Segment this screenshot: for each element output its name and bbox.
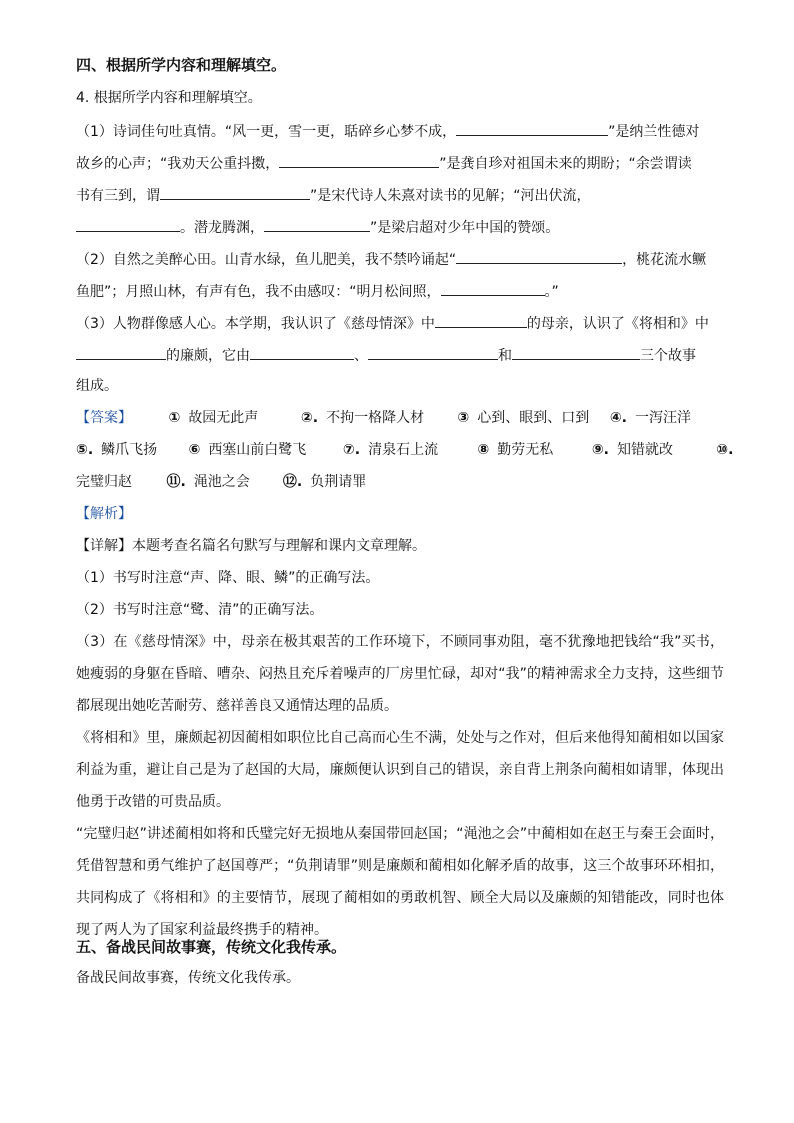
analysis-p2: （2）书写时注意“鹭、清”的正确写法。 xyxy=(76,602,324,618)
section4-heading: 四、根据所学内容和理解填空。 xyxy=(76,56,287,74)
answer-item: ⑩. xyxy=(716,442,734,458)
answer-item: ⑧ 勤劳无私 xyxy=(477,442,554,458)
answer-blank[interactable] xyxy=(441,281,545,296)
analysis-p5: “完璧归赵”讲述蔺相如将和氏璧完好无损地从秦国带回赵国；“渑池之会”中蔺相如在赵王与秦王会面时，凭借智慧和勇气维护了赵国尊严；“负荆请罪”则是廉颇和蔺相如化解矛盾的故事，这三个故事环环相扣，共同构成了《将相和》的主要情节，展现了蔺相如的勇敢机智、顾全大局以及廉颇的知错能改，同时也体现了两人为了国家利益最终携手的精神。 xyxy=(76,826,724,938)
answer-blank[interactable] xyxy=(160,185,310,200)
q2-text: ，桃花流水鳜 xyxy=(622,252,707,268)
q2-text: （2）自然之美醉心田。山青水绿，鱼儿肥美，我不禁吟诵起“ xyxy=(76,252,457,268)
q1-text: 故乡的心声；“我劝天公重抖擞， xyxy=(76,156,280,172)
answer-blank[interactable] xyxy=(76,345,166,360)
answer-row-3 xyxy=(76,473,724,491)
answer-row-1 xyxy=(76,409,724,427)
analysis-label: 【解析】 xyxy=(76,506,132,522)
answer-blank[interactable] xyxy=(456,121,608,136)
analysis-p1: （1）书写时注意“声、降、眼、鳞”的正确写法。 xyxy=(76,570,380,586)
answer-item: ⑨. 知错就改 xyxy=(591,442,673,458)
answer-item: ⑥ 西塞山前白鹭飞 xyxy=(188,442,307,458)
q3-text: 和 xyxy=(498,348,512,364)
answer-item: ① 故园无此声 xyxy=(168,410,259,426)
q1-text: 书有三到，谓 xyxy=(76,188,160,204)
q1-text: ”是梁启超对少年中国的赞颂。 xyxy=(370,220,560,236)
answer-blank[interactable] xyxy=(264,217,370,232)
q2-text: 。” xyxy=(544,284,559,300)
answer-blank[interactable] xyxy=(456,249,622,264)
q3-line2 xyxy=(76,345,724,365)
analysis-p4: 《将相和》里，廉颇起初因蔺相如职位比自己高而心生不满，处处与之作对，但后来他得知蔺相如以国家利益为重，避让自己是为了赵国的大局，廉颇便认识到自己的错误，亲自背上荆条向蔺相如请罪，体现出他勇于改错的可贵品质。 xyxy=(76,730,724,810)
answer-item: ⑪. 渑池之会 xyxy=(166,474,250,490)
answer-item: ⑦. 清泉石上流 xyxy=(342,442,439,458)
answer-row-2 xyxy=(76,441,734,459)
q1-line2 xyxy=(76,153,724,173)
section5-heading: 五、备战民间故事赛，传统文化我传承。 xyxy=(76,938,347,956)
q1-line3 xyxy=(76,185,724,205)
q1-line1 xyxy=(76,121,724,141)
answer-item: 完璧归赵 xyxy=(76,474,132,490)
answer-blank[interactable] xyxy=(76,217,180,232)
q3-line1 xyxy=(76,313,724,333)
q3-text: 的母亲，认识了《将相和》中 xyxy=(526,316,709,332)
answer-blank[interactable] xyxy=(250,345,354,360)
answer-item: ②. 不拘一格降人材 xyxy=(300,410,425,426)
answer-blank[interactable] xyxy=(435,313,527,328)
q3-text: 的廉颇，它由 xyxy=(166,348,250,364)
analysis-p3: （3）在《慈母情深》中，母亲在极其艰苦的工作环境下，不顾同事劝阻，毫不犹豫地把钱给“我”买书，她瘦弱的身躯在昏暗、嘈杂、闷热且充斥着噪声的厂房里忙碌，却对“我”的精神需求全力支持，这些细节都展现出她吃苦耐劳、慈祥善良又通情达理的品质。 xyxy=(76,634,724,714)
answer-item: ④. 一泻汪洋 xyxy=(609,410,691,426)
q1-text: ”是宋代诗人朱熹对读书的见解；“河出伏流， xyxy=(310,188,591,204)
answer-label: 【答案】 xyxy=(76,410,132,426)
answer-blank[interactable] xyxy=(512,345,640,360)
q1-text: ”是龚自珍对祖国未来的期盼；“余尝谓读 xyxy=(439,156,692,172)
answer-blank[interactable] xyxy=(279,153,439,168)
q2-line1 xyxy=(76,249,724,269)
q1-text: 。潜龙腾渊， xyxy=(180,220,264,236)
answer-item: ⑤. 鳞爪飞扬 xyxy=(76,442,158,458)
q1-text: （1）诗词佳句吐真情。“风一更，雪一更，聒碎乡心梦不成， xyxy=(76,124,457,140)
answer-item: ⑫. 负荆请罪 xyxy=(282,474,367,490)
q3-text: （3）人物群像感人心。本学期，我认识了《慈母情深》中 xyxy=(76,316,435,332)
analysis-detail: 【详解】本题考查名篇名句默写与理解和课内文章理解。 xyxy=(76,538,426,554)
q2-text: 鱼肥”；月照山林，有声有色，我不由感叹：“明月松间照， xyxy=(76,284,441,300)
q2-line2 xyxy=(76,281,724,301)
q1-text: ”是纳兰性德对 xyxy=(608,124,700,140)
answer-item: ③ 心到、眼到、口到 xyxy=(457,410,590,426)
section5-line: 备战民间故事赛，传统文化我传承。 xyxy=(76,970,300,986)
q3-line3: 组成。 xyxy=(76,378,118,394)
question-title: 4. 根据所学内容和理解填空。 xyxy=(76,90,262,106)
q3-text: 三个故事 xyxy=(640,348,696,364)
q3-text: 、 xyxy=(354,348,368,364)
answer-blank[interactable] xyxy=(368,345,498,360)
q1-line4 xyxy=(76,217,724,237)
